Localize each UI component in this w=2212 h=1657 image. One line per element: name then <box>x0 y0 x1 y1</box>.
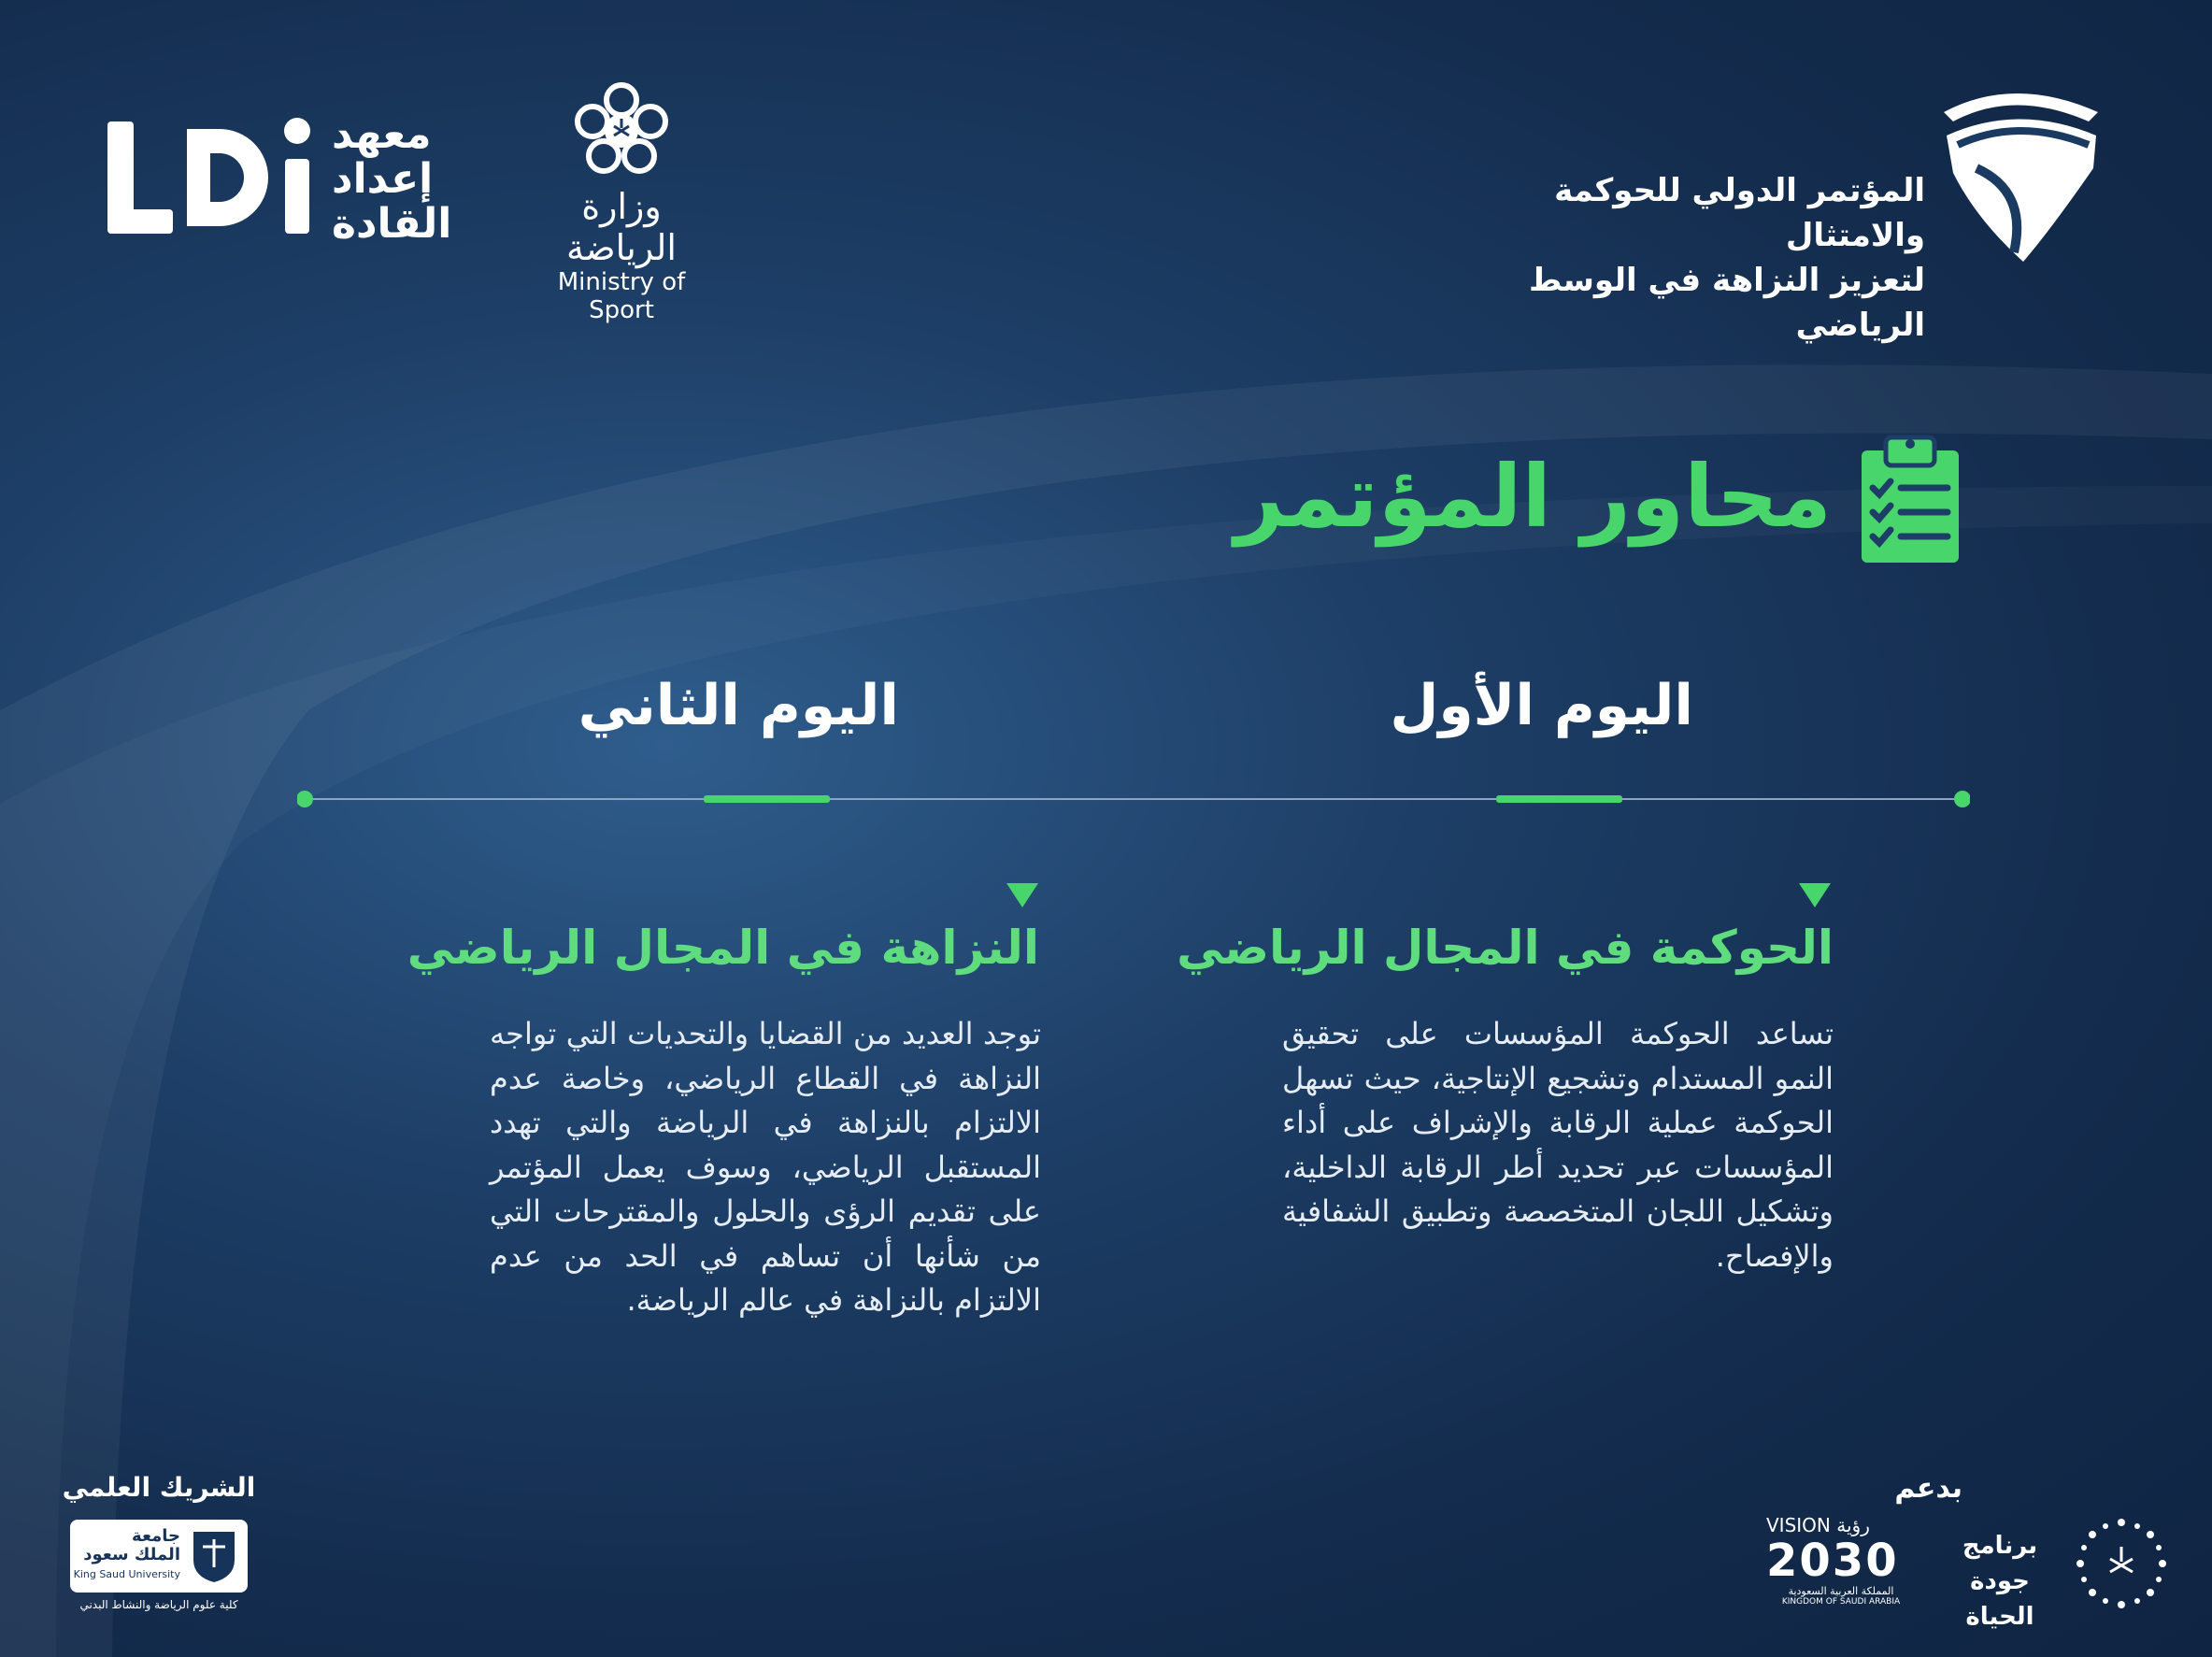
conference-shield-logo <box>1939 79 2103 262</box>
vision-en: VISION <box>1766 1514 1831 1536</box>
quality-of-life-emblem-icon <box>2075 1517 2168 1610</box>
conference-title <box>1458 168 1925 348</box>
ksu-english-name: King Saud University <box>73 1568 180 1580</box>
ministry-flower-icon <box>570 79 673 182</box>
vision-number: 2030 <box>1766 1535 1899 1587</box>
vision-ksa-en: KINGDOM OF SAUDI ARABIA <box>1781 1597 1901 1607</box>
ksu-ar-line-1: جامعة <box>132 1526 180 1546</box>
axis-two-body: توجد العديد من القضايا والتحديات التي تواجه النزاهة في القطاع الرياضي، وخاصة عدم الالتزام بالنزاهة في الرياضة والتي تهدد المستقبل الرياضي، وسوف يعمل المؤتمر على تقديم الرؤى والحلول والمقترحات التي من شأنها أن تساهم في الحد من عدم الالتزام بالنزاهة في عالم الرياضة. <box>490 1016 1041 1318</box>
day-one-heading: اليوم الأول <box>1390 673 1693 738</box>
axis-two-title: النزاهة في المجال الرياضي <box>407 921 1039 975</box>
ksu-arabic-name <box>83 1527 180 1564</box>
ldi-ar-line-2: إعداد <box>332 155 434 203</box>
support-label: بدعم <box>1894 1472 1962 1505</box>
ldi-ar-line-3: القادة <box>332 200 452 248</box>
ldi-logo <box>107 112 322 243</box>
vision-2030-logo <box>1766 1514 1916 1607</box>
vision-ksa-ar: المملكة العربية السعودية <box>1788 1585 1894 1597</box>
ksu-seal-icon <box>190 1528 238 1584</box>
qol-line-1: برنامج جودة <box>1962 1532 2038 1595</box>
day-two-heading: اليوم الثاني <box>578 673 899 738</box>
axis-one-body: تساعد الحوكمة المؤسسات على تحقيق النمو المستدام وتشجيع الإنتاجية، حيث تسهل الحوكمة عملية الرقابة والإشراف على أداء المؤسسات عبر تحديد أطر الرقابة الداخلية، وتشكيل اللجان المتخصصة وتطبيق الشفافية والإفصاح. <box>1282 1016 1834 1274</box>
scientific-partner <box>56 1472 262 1611</box>
axis-one-title: الحوكمة في المجال الرياضي <box>1177 921 1834 975</box>
clipboard-checklist-icon <box>1860 430 1962 565</box>
qol-line-2: الحياة <box>1965 1603 2034 1631</box>
quality-of-life-logo <box>1934 1528 2065 1635</box>
title-section <box>1234 430 1962 570</box>
ministry-english-name: Ministry of Sport <box>557 268 686 324</box>
conference-line-1: المؤتمر الدولي للحوكمة والامتثال <box>1554 172 1925 254</box>
triangle-down-icon <box>1799 883 1831 907</box>
partner-label: الشريك العلمي <box>62 1472 256 1503</box>
ministry-arabic-name: وزارة الرياضة <box>566 186 677 268</box>
ksu-logo <box>70 1520 248 1593</box>
timeline <box>297 790 1970 808</box>
conference-line-2: لتعزيز النزاهة في الوسط الرياضي <box>1529 262 1925 344</box>
ldi-arabic-name <box>332 112 472 247</box>
page-title: محاور المؤتمر <box>1234 447 1832 547</box>
support-section <box>1766 1472 2177 1631</box>
triangle-down-icon <box>1006 883 1038 907</box>
ldi-ar-line-1: معهد <box>332 110 432 158</box>
ministry-logo <box>523 79 720 324</box>
ksu-ar-line-2: الملك سعود <box>83 1545 180 1564</box>
ksu-college: كلية علوم الرياضة والنشاط البدني <box>79 1598 238 1611</box>
vision-ar: رؤية <box>1836 1514 1870 1536</box>
